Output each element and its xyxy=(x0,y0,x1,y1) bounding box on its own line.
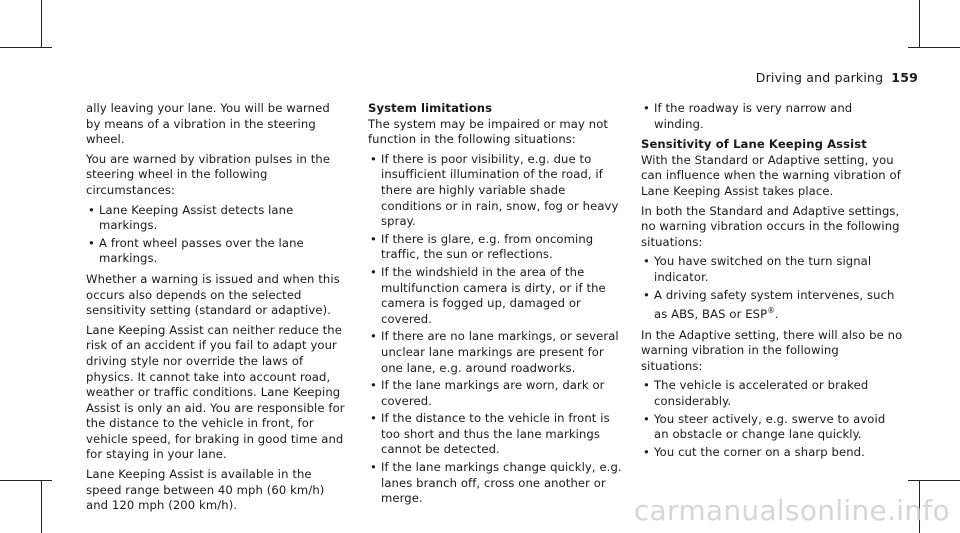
registered-mark: ® xyxy=(767,306,775,316)
list-item: • If there is glare, e.g. from oncoming traffic, the sun or reflections. xyxy=(368,232,626,263)
paragraph: Lane Keeping Assist can neither reduce the risk of an accident if you fail to adapt your driving style nor override the laws of physics. It cannot take into account road, weather or traffic conditions. Lane Keeping Assist is only an aid. You are responsible for the distance to the vehicle in front, for vehicle speed, for braking in good time and for staying in your lane. xyxy=(86,322,345,462)
list-item: • The vehicle is accelerated or braked considerably. xyxy=(641,378,903,409)
bullet-list xyxy=(641,378,903,460)
paragraph: Lane Keeping Assist is available in the speed range between 40 mph (60 km/h) and 120 mph (200 km/h). xyxy=(86,467,325,513)
list-item: • If the windshield in the area of the multifunction camera is dirty, or if the camera is fogged up, damaged or covered. xyxy=(368,265,626,327)
column-1 xyxy=(86,101,348,518)
crop-mark xyxy=(919,0,920,48)
list-item: • You have switched on the turn signal indicator. xyxy=(641,254,903,285)
watermark: carmanualsonline.info xyxy=(633,494,950,527)
list-item-end: . xyxy=(774,306,779,321)
paragraph: In both the Standard and Adaptive settings, no warning vibration occurs in the following situations: xyxy=(641,203,900,249)
section-heading: Sensitivity of Lane Keeping Assist xyxy=(641,137,867,152)
crop-mark xyxy=(908,480,960,481)
list-item: • You cut the corner on a sharp bend. xyxy=(641,445,903,461)
crop-mark xyxy=(908,47,960,48)
list-item-text: A driving safety system intervenes, such as ABS, BAS or ESP xyxy=(654,287,895,321)
column-3 xyxy=(641,101,903,465)
crop-mark xyxy=(41,480,42,533)
section-title: Driving and parking xyxy=(755,70,884,85)
list-item: • If there are no lane markings, or several unclear lane markings are present for one lane, e.g. around roadworks. xyxy=(368,329,626,376)
list-item: • A front wheel passes over the lane markings. xyxy=(86,236,348,267)
list-item xyxy=(641,288,903,323)
paragraph: The system may be impaired or may not function in the following situations: xyxy=(368,116,609,147)
list-item: • If the distance to the vehicle in front is too short and thus the lane markings cannot be detected. xyxy=(368,411,626,458)
paragraph: Whether a warning is issued and when this occurs also depends on the selected sensitivity setting (standard or adaptive). xyxy=(86,271,340,318)
bullet-list xyxy=(86,203,348,267)
section-heading: System limitations xyxy=(368,101,493,115)
crop-mark xyxy=(0,480,52,481)
crop-mark xyxy=(41,0,42,48)
bullet-list xyxy=(641,101,903,132)
list-item: • If the lane markings are worn, dark or covered. xyxy=(368,378,626,409)
bullet-list xyxy=(368,152,626,507)
page-header xyxy=(756,70,918,85)
list-item: • You steer actively, e.g. swerve to avoid an obstacle or change lane quickly. xyxy=(641,412,903,443)
paragraph: With the Standard or Adaptive setting, you can influence when the warning vibration of Lane Keeping Assist takes place. xyxy=(641,152,901,198)
column-2 xyxy=(368,101,626,512)
paragraph: In the Adaptive setting, there will also be no warning vibration in the following situations: xyxy=(641,327,903,373)
paragraph: ally leaving your lane. You will be warned by means of a vibration in the steering wheel. xyxy=(86,101,330,147)
list-item: • If the lane markings change quickly, e.g. lanes branch off, cross one another or merge. xyxy=(368,460,626,507)
crop-mark xyxy=(0,47,52,48)
bullet-list xyxy=(641,254,903,322)
page-number: 159 xyxy=(891,70,918,85)
list-item: • If there is poor visibility, e.g. due to insufficient illumination of the road, if there are highly variable shade conditions or in rain, snow, fog or heavy spray. xyxy=(368,152,626,230)
paragraph: You are warned by vibration pulses in the steering wheel in the following circumstances: xyxy=(86,151,331,197)
list-item: • Lane Keeping Assist detects lane markings. xyxy=(86,203,348,234)
list-item: • If the roadway is very narrow and winding. xyxy=(641,101,903,132)
